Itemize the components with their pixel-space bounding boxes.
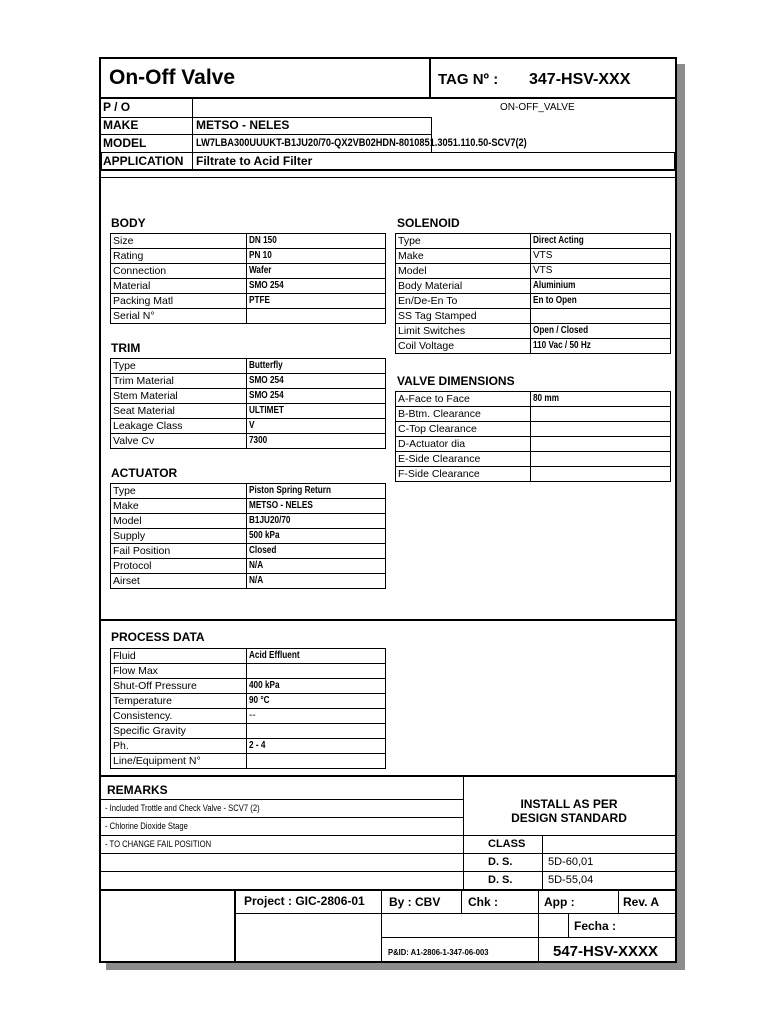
cell-value <box>531 392 671 407</box>
cell-value <box>247 404 386 419</box>
table-row <box>396 249 671 264</box>
cell-label: Type <box>111 359 247 374</box>
cell-value-text: Wafer <box>249 265 272 276</box>
table-row <box>396 309 671 324</box>
ds1-label: D. S. <box>488 856 513 868</box>
cell-value-text: 400 kPa <box>249 680 280 691</box>
cell-label: Size <box>111 234 247 249</box>
dimensions-section-title: VALVE DIMENSIONS <box>397 374 515 388</box>
table-row <box>111 389 386 404</box>
cell-value <box>247 484 386 499</box>
cell-value: VTS <box>531 249 671 264</box>
cell-value-text: B1JU20/70 <box>249 515 291 526</box>
cell-value-text: 7300 <box>249 435 268 446</box>
cell-value <box>531 324 671 339</box>
cell-value <box>247 249 386 264</box>
header-divider <box>429 59 431 99</box>
class-label: CLASS <box>488 838 526 850</box>
cell-label: Make <box>396 249 531 264</box>
actuator-table <box>110 483 386 589</box>
cell-label: Shut-Off Pressure <box>111 679 247 694</box>
cell-value <box>247 529 386 544</box>
install-line-2: DESIGN STANDARD <box>511 811 627 825</box>
cell-value <box>531 234 671 249</box>
cell-label: Serial N° <box>111 309 247 324</box>
table-row <box>111 234 386 249</box>
ds1-value: 5D-60,01 <box>548 856 594 868</box>
cell-value-text: Aluminium <box>533 280 576 291</box>
model-value-text: LW7LBA300UUUKT-B1JU20/70-QX2VB02HDN-8010851.3051.110.50-SCV7(2) <box>196 137 527 149</box>
model-label: MODEL <box>103 136 147 150</box>
cell-value <box>531 422 671 437</box>
cell-value <box>247 679 386 694</box>
table-row <box>111 249 386 264</box>
model-value <box>196 137 590 150</box>
rev-label: Rev. A <box>623 895 660 909</box>
cell-label: Airset <box>111 574 247 589</box>
cell-label: D-Actuator dia <box>396 437 531 452</box>
table-row <box>111 544 386 559</box>
cell-value <box>247 694 386 709</box>
table-row <box>396 407 671 422</box>
cell-label: Make <box>111 499 247 514</box>
datasheet <box>99 57 677 963</box>
table-row <box>111 419 386 434</box>
table-row <box>396 279 671 294</box>
solenoid-section-title: SOLENOID <box>397 216 460 230</box>
cell-value-text: 500 kPa <box>249 530 280 541</box>
cell-label: Trim Material <box>111 374 247 389</box>
cell-value <box>247 234 386 249</box>
cell-label: Protocol <box>111 559 247 574</box>
install-line-1: INSTALL AS PER <box>520 797 618 811</box>
solenoid-table <box>395 233 671 354</box>
process-table <box>110 648 386 769</box>
cell-value <box>247 544 386 559</box>
cell-value <box>247 559 386 574</box>
body-section-title: BODY <box>111 216 146 230</box>
cell-value-text: SMO 254 <box>249 390 284 401</box>
cell-value: VTS <box>531 264 671 279</box>
cell-label: Line/Equipment N° <box>111 754 247 769</box>
cell-value-text: 90 °C <box>249 695 270 706</box>
cell-value <box>247 754 386 769</box>
by-label: By : CBV <box>389 895 441 909</box>
cell-value <box>531 279 671 294</box>
table-row <box>111 574 386 589</box>
cell-value <box>531 407 671 422</box>
table-row <box>111 264 386 279</box>
cell-label: Limit Switches <box>396 324 531 339</box>
remark-line <box>105 838 230 851</box>
cell-value-text: Piston Spring Return <box>249 485 331 496</box>
actuator-section-title: ACTUATOR <box>111 466 178 480</box>
cell-label: Packing Matl <box>111 294 247 309</box>
cell-label: Model <box>111 514 247 529</box>
table-row <box>396 467 671 482</box>
body-table <box>110 233 386 324</box>
table-row <box>111 754 386 769</box>
project-label: Project : GIC-2806-01 <box>244 894 365 908</box>
pid-reference <box>388 946 500 959</box>
cell-value-text: METSO - NELES <box>249 500 313 511</box>
cell-label: Connection <box>111 264 247 279</box>
table-row <box>111 529 386 544</box>
cell-value-text: Direct Acting <box>533 235 584 246</box>
cell-value <box>247 649 386 664</box>
cell-label: SS Tag Stamped <box>396 309 531 324</box>
cell-label: Rating <box>111 249 247 264</box>
table-row <box>111 649 386 664</box>
remark-line-text: - Chlorine Dioxide Stage <box>105 821 188 831</box>
cell-label: C-Top Clearance <box>396 422 531 437</box>
cell-label: Material <box>111 279 247 294</box>
cell-value <box>247 389 386 404</box>
tag-value: 347-HSV-XXX <box>529 71 631 88</box>
cell-label: Supply <box>111 529 247 544</box>
cell-label: Type <box>111 484 247 499</box>
cell-value <box>247 514 386 529</box>
table-row <box>396 294 671 309</box>
cell-label: Valve Cv <box>111 434 247 449</box>
cell-value-text: N/A <box>249 560 264 571</box>
cell-value <box>247 279 386 294</box>
make-value: METSO - NELES <box>196 118 290 132</box>
cell-value <box>531 309 671 324</box>
table-row <box>111 739 386 754</box>
remark-line-text: - Included Trottle and Check Valve - SCV7 (2) <box>105 803 260 813</box>
cell-value-text: 80 mm <box>533 393 559 404</box>
cell-value <box>531 452 671 467</box>
table-row <box>111 559 386 574</box>
cell-value-text: ULTIMET <box>249 405 284 416</box>
cell-value-text: Closed <box>249 545 277 556</box>
table-row <box>111 664 386 679</box>
cell-label: Ph. <box>111 739 247 754</box>
process-section-title: PROCESS DATA <box>111 630 205 644</box>
table-row <box>111 359 386 374</box>
table-row <box>396 392 671 407</box>
dimensions-table <box>395 391 671 482</box>
cell-value <box>247 724 386 739</box>
remark-line <box>105 802 287 815</box>
cell-label: Type <box>396 234 531 249</box>
app-label: App : <box>544 895 575 909</box>
cell-value <box>247 374 386 389</box>
make-label: MAKE <box>103 118 139 132</box>
cell-value <box>531 467 671 482</box>
trim-table <box>110 358 386 449</box>
cell-label: A-Face to Face <box>396 392 531 407</box>
cell-label: Model <box>396 264 531 279</box>
table-row <box>396 264 671 279</box>
cell-label: E-Side Clearance <box>396 452 531 467</box>
table-row <box>111 404 386 419</box>
cell-label: Seat Material <box>111 404 247 419</box>
cell-label: En/De-En To <box>396 294 531 309</box>
cell-value <box>247 664 386 679</box>
cell-value-text: N/A <box>249 575 264 586</box>
cell-value-text: En to Open <box>533 295 577 306</box>
cell-label: B-Btm. Clearance <box>396 407 531 422</box>
table-row <box>111 679 386 694</box>
cell-value <box>531 339 671 354</box>
table-row <box>396 437 671 452</box>
table-row <box>111 309 386 324</box>
table-row <box>396 339 671 354</box>
table-row <box>111 294 386 309</box>
cell-value-text: Butterfly <box>249 360 283 371</box>
cell-label: Stem Material <box>111 389 247 404</box>
cell-value-text: DN 150 <box>249 235 277 246</box>
table-row <box>111 374 386 389</box>
chk-label: Chk : <box>468 895 498 909</box>
cell-label: Fluid <box>111 649 247 664</box>
pid-reference-text: P&ID: A1-2806-1-347-06-003 <box>388 947 489 957</box>
table-row <box>396 234 671 249</box>
cell-value <box>247 309 386 324</box>
remark-line <box>105 820 203 833</box>
cell-label: Body Material <box>396 279 531 294</box>
application-label: APPLICATION <box>103 154 184 168</box>
cell-value <box>247 499 386 514</box>
cell-value <box>531 437 671 452</box>
cell-label: Leakage Class <box>111 419 247 434</box>
cell-value <box>247 434 386 449</box>
table-row <box>111 484 386 499</box>
cell-value <box>247 574 386 589</box>
cell-label: Temperature <box>111 694 247 709</box>
table-row <box>111 434 386 449</box>
cell-value <box>247 739 386 754</box>
cell-label: Flow Max <box>111 664 247 679</box>
table-row <box>111 724 386 739</box>
cell-value <box>247 294 386 309</box>
trim-section-title: TRIM <box>111 341 141 355</box>
cell-value <box>531 294 671 309</box>
fecha-label: Fecha : <box>574 919 617 933</box>
cell-label: Specific Gravity <box>111 724 247 739</box>
cell-value: -- <box>247 709 386 724</box>
table-row <box>111 694 386 709</box>
cell-value-text: PTFE <box>249 295 270 306</box>
tag-label: TAG Nº : <box>438 71 499 88</box>
po-label: P / O <box>103 100 131 114</box>
table-row <box>111 279 386 294</box>
table-row <box>396 422 671 437</box>
ds2-label: D. S. <box>488 874 513 886</box>
cell-label: Coil Voltage <box>396 339 531 354</box>
remark-line-text: - TO CHANGE FAIL POSITION <box>105 839 212 849</box>
cell-value-text: Acid Effluent <box>249 650 300 661</box>
cell-value <box>247 419 386 434</box>
remarks-section-title: REMARKS <box>107 783 168 797</box>
type-code: ON-OFF_VALVE <box>500 102 575 113</box>
cell-value-text: SMO 254 <box>249 375 284 386</box>
cell-label: Consistency. <box>111 709 247 724</box>
table-row <box>396 452 671 467</box>
table-row <box>396 324 671 339</box>
document-title: On-Off Valve <box>109 66 236 89</box>
table-row <box>111 709 386 724</box>
application-value: Filtrate to Acid Filter <box>196 154 313 168</box>
cell-value-text: 110 Vac / 50 Hz <box>533 340 591 351</box>
footer-tag: 547-HSV-XXXX <box>553 943 659 960</box>
cell-label: Fail Position <box>111 544 247 559</box>
ds2-value: 5D-55,04 <box>548 874 594 886</box>
cell-value-text: 2 - 4 <box>249 740 266 751</box>
cell-value <box>247 264 386 279</box>
cell-value <box>247 359 386 374</box>
cell-value-text: SMO 254 <box>249 280 284 291</box>
cell-value-text: Open / Closed <box>533 325 589 336</box>
table-row <box>111 499 386 514</box>
cell-label: F-Side Clearance <box>396 467 531 482</box>
cell-value-text: PN 10 <box>249 250 272 261</box>
cell-value-text: V <box>249 420 255 431</box>
table-row <box>111 514 386 529</box>
